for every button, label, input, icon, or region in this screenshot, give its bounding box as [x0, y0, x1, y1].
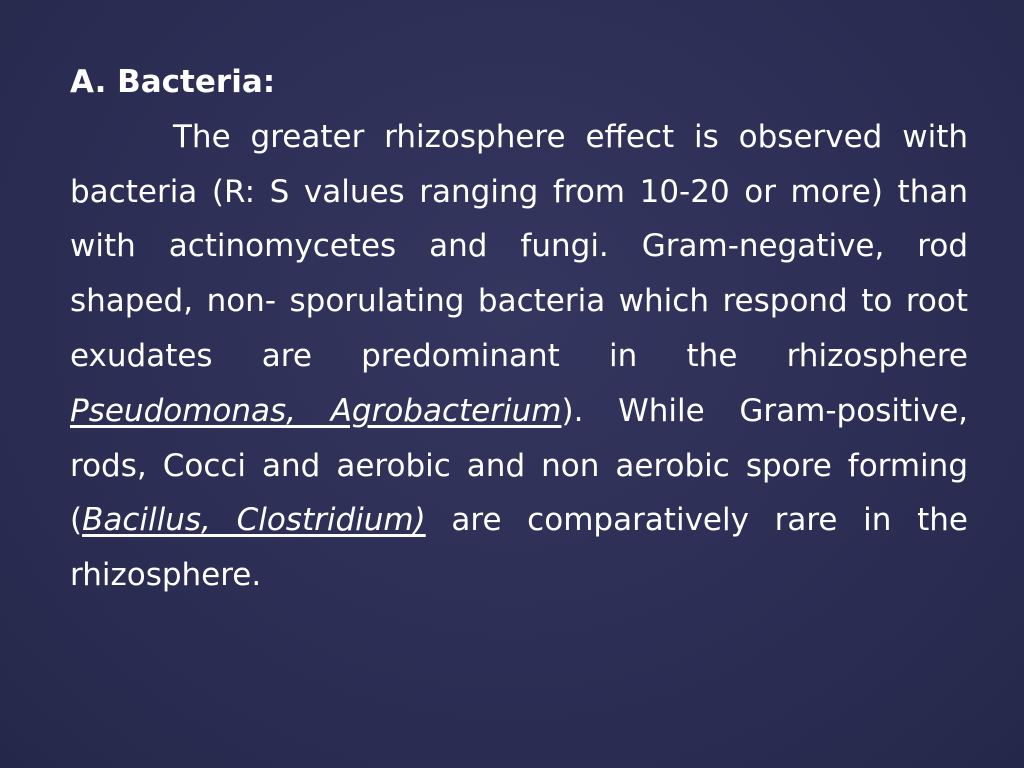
paragraph-text-2: ). While Gram-positive, rods, Cocci and aerobic and non aerobic spore forming (: [70, 392, 968, 539]
body-paragraph: [70, 110, 968, 603]
genus-names-pseudomonas-agrobacterium: Pseudomonas, Agrobacterium: [70, 392, 562, 429]
slide-content: [70, 55, 968, 603]
section-heading: A. Bacteria:: [70, 64, 276, 100]
paragraph-text-1: The greater rhizosphere effect is observed with bacteria (R: S values ranging from 10-20 or more) than with actinomycetes and fungi. Gram-negative, rod shaped, non- sporulating bacteria which respond to root exudates are predominant in the rhizosphere: [70, 118, 968, 374]
paragraph-text-3: are comparatively rare in the rhizosphere.: [70, 502, 968, 594]
genus-names-bacillus-clostridium: Bacillus, Clostridium): [82, 502, 426, 539]
